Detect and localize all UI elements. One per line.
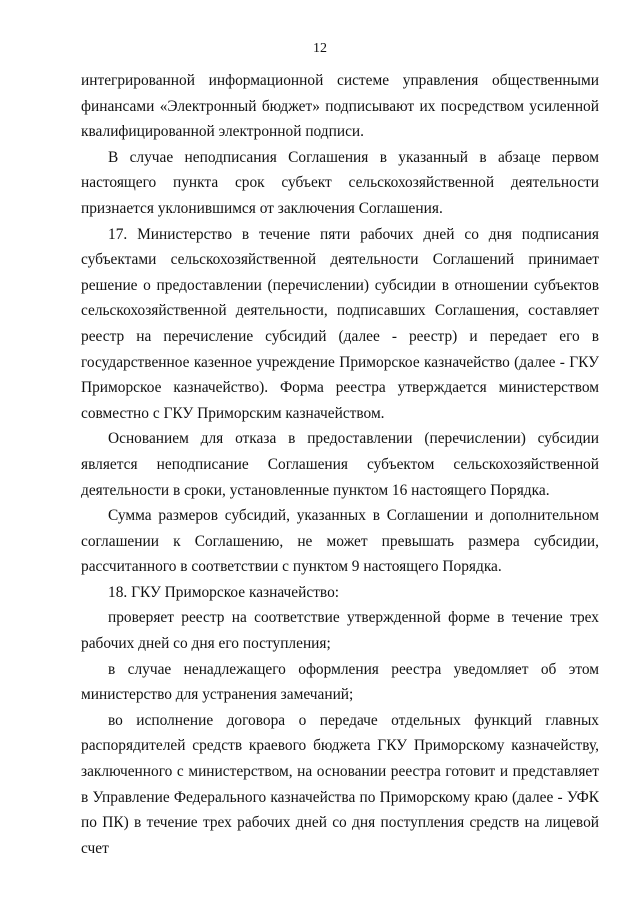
paragraph-check-registry: проверяет реестр на соответствие утвержденной форме в течение трех рабочих дней со дня его поступления; (81, 609, 599, 653)
paragraph-item-18: 18. ГКУ Приморское казначейство: (108, 583, 340, 601)
paragraph-non-signing: В случае неподписания Соглашения в указанный в абзаце первом настоящего пункта срок субъект сельскохозяйственной деятельности признается уклонившимся от заключения Соглашения. (81, 148, 599, 217)
paragraph-signing-continuation: интегрированной информационной системе управления общественными финансами «Электронный бюджет» подписывают их посредством усиленной квалифицированной электронной подписи. (81, 72, 599, 141)
paragraph-item-17: 17. Министерство в течение пяти рабочих дней со дня подписания субъектами сельскохозяйственной деятельности Соглашений принимает решение о предоставлении (перечислении) субсидии в отношении субъектов сельскохозяйственной деятельности, подписавших Соглашения, составляет реестр на перечисление субсидий (далее - реестр) и передает его в государственное казенное учреждение Приморское казначейство (далее - ГКУ Приморское казначейство). Форма реестра утверждается министерством совместно с ГКУ Приморским казначейством. (81, 225, 599, 422)
page-number: 12 (313, 41, 327, 56)
paragraph-refusal-grounds: Основанием для отказа в предоставлении (перечислении) субсидии является неподписание Соглашения субъектом сельскохозяйственной деятельности в сроки, установленные пунктом 16 настоящего Порядка. (81, 430, 599, 499)
paragraph-notify-ministry: в случае ненадлежащего оформления реестра уведомляет об этом министерство для устранения замечаний; (81, 660, 599, 704)
paragraph-subsidy-sum: Сумма размеров субсидий, указанных в Соглашении и дополнительном соглашении к Соглашению, не может превышать размера субсидии, рассчитанного в соответствии с пунктом 9 настоящего Порядка. (81, 507, 599, 576)
paragraph-treasury-functions: во исполнение договора о передаче отдельных функций главных распорядителей средств краевого бюджета ГКУ Приморскому казначейству, заключенного с министерством, на основании реестра готовит и представляет в Управление Федерального казначейства по Приморскому краю (далее - УФК по ПК) в течение трех рабочих дней со дня поступления средств на лицевой счет (81, 711, 599, 857)
document-body (81, 68, 599, 861)
